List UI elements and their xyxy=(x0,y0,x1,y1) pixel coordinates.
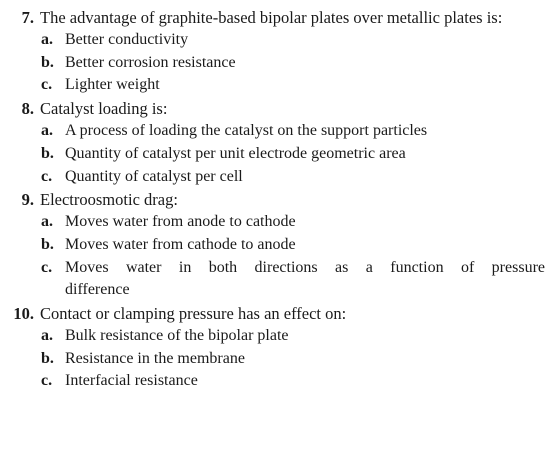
option-letter: c. xyxy=(41,167,53,185)
option-text: Quantity of catalyst per cell xyxy=(65,167,243,185)
question-number: 10. xyxy=(13,304,34,324)
option-text: Moves water in both directions as a function of pressure xyxy=(65,258,545,276)
option-text: Bulk resistance of the bipolar plate xyxy=(65,327,289,345)
option-a xyxy=(0,120,557,143)
question-stem xyxy=(0,188,557,211)
question-9 xyxy=(0,188,557,302)
option-text: Moves water from anode to cathode xyxy=(65,213,296,231)
option-a xyxy=(0,211,557,234)
question-text: Catalyst loading is: xyxy=(40,99,168,119)
clipped-previous-line xyxy=(0,0,557,2)
option-list xyxy=(0,211,557,302)
question-8 xyxy=(0,97,557,188)
question-10 xyxy=(0,302,557,393)
option-text: Quantity of catalyst per unit electrode geometric area xyxy=(65,144,406,162)
option-letter: a. xyxy=(41,31,53,48)
question-number: 9. xyxy=(21,190,34,210)
option-b xyxy=(0,234,557,257)
question-text: The advantage of graphite-based bipolar plates over metallic plates is: xyxy=(40,8,503,27)
option-text: A process of loading the catalyst on the support particles xyxy=(65,122,428,140)
option-letter: c. xyxy=(41,76,53,94)
option-list xyxy=(0,325,557,393)
option-letter: b. xyxy=(41,144,54,162)
option-c xyxy=(0,166,557,189)
option-text-continuation: difference xyxy=(65,281,130,299)
option-a xyxy=(0,29,557,52)
option-letter: c. xyxy=(41,258,53,276)
option-text: Moves water from cathode to anode xyxy=(65,235,296,253)
question-stem xyxy=(0,6,557,29)
question-list xyxy=(0,6,557,393)
option-letter: b. xyxy=(41,235,54,253)
option-text: Better corrosion resistance xyxy=(65,53,236,71)
question-text: Electroosmotic drag: xyxy=(40,190,178,210)
option-letter: a. xyxy=(41,213,53,231)
option-list xyxy=(0,120,557,188)
option-c xyxy=(0,370,557,393)
option-letter: b. xyxy=(41,349,54,367)
question-number: 8. xyxy=(21,99,34,119)
option-letter: a. xyxy=(41,122,53,140)
option-a xyxy=(0,325,557,348)
option-letter: c. xyxy=(41,372,53,390)
option-text: Interfacial resistance xyxy=(65,372,198,390)
option-letter: a. xyxy=(41,327,53,345)
option-text: Resistance in the membrane xyxy=(65,349,245,367)
question-text: Contact or clamping pressure has an effect on: xyxy=(40,304,347,324)
option-c xyxy=(0,257,557,302)
option-b xyxy=(0,52,557,75)
option-b xyxy=(0,348,557,371)
option-list xyxy=(0,29,557,97)
option-b xyxy=(0,143,557,166)
question-number: 7. xyxy=(21,8,34,27)
question-stem xyxy=(0,302,557,325)
option-c xyxy=(0,74,557,97)
question-7 xyxy=(0,6,557,97)
question-stem xyxy=(0,97,557,120)
option-letter: b. xyxy=(41,53,54,71)
option-text: Lighter weight xyxy=(65,76,160,94)
option-text: Better conductivity xyxy=(65,31,189,48)
